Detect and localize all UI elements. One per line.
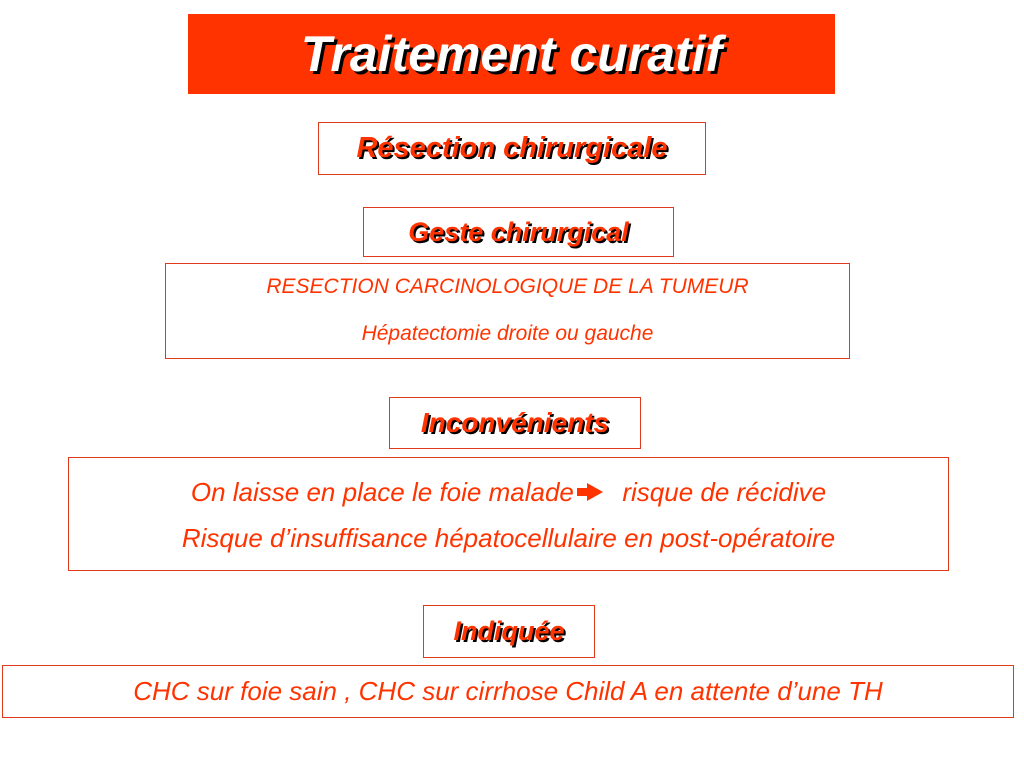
indiquee-heading-box: [423, 605, 595, 658]
inconvenients-heading: Inconvénients: [420, 407, 610, 438]
title-banner: [188, 14, 835, 94]
inconvenients-content-box: [68, 457, 949, 571]
inconvenients-line-1-end: risque de récidive: [622, 477, 827, 507]
slide-title: Traitement curatif: [300, 26, 723, 82]
geste-line-1: RESECTION CARCINOLOGIQUE DE LA TUMEUR: [266, 275, 749, 298]
indiquee-heading: Indiquée: [453, 616, 565, 646]
inconvenients-line-1: [191, 473, 826, 511]
geste-heading-box: [363, 207, 674, 257]
inconvenients-heading-box: [389, 397, 641, 449]
geste-line-2: Hépatectomie droite ou gauche: [361, 322, 654, 345]
resection-heading-box: [318, 122, 706, 175]
geste-content-box: [165, 263, 850, 359]
indiquee-content-box: [2, 665, 1014, 718]
right-arrow-icon: [587, 483, 603, 501]
inconvenients-line-2: Risque d’insuffisance hépatocellulaire en post-opératoire: [181, 523, 836, 553]
indiquee-line: CHC sur foie sain , CHC sur cirrhose Child A en attente d’une TH: [133, 676, 883, 706]
geste-heading: Geste chirurgical: [408, 216, 629, 247]
resection-heading: Résection chirurgicale: [356, 132, 668, 164]
inconvenients-line-1-start: On laisse en place le foie malade: [190, 477, 574, 507]
